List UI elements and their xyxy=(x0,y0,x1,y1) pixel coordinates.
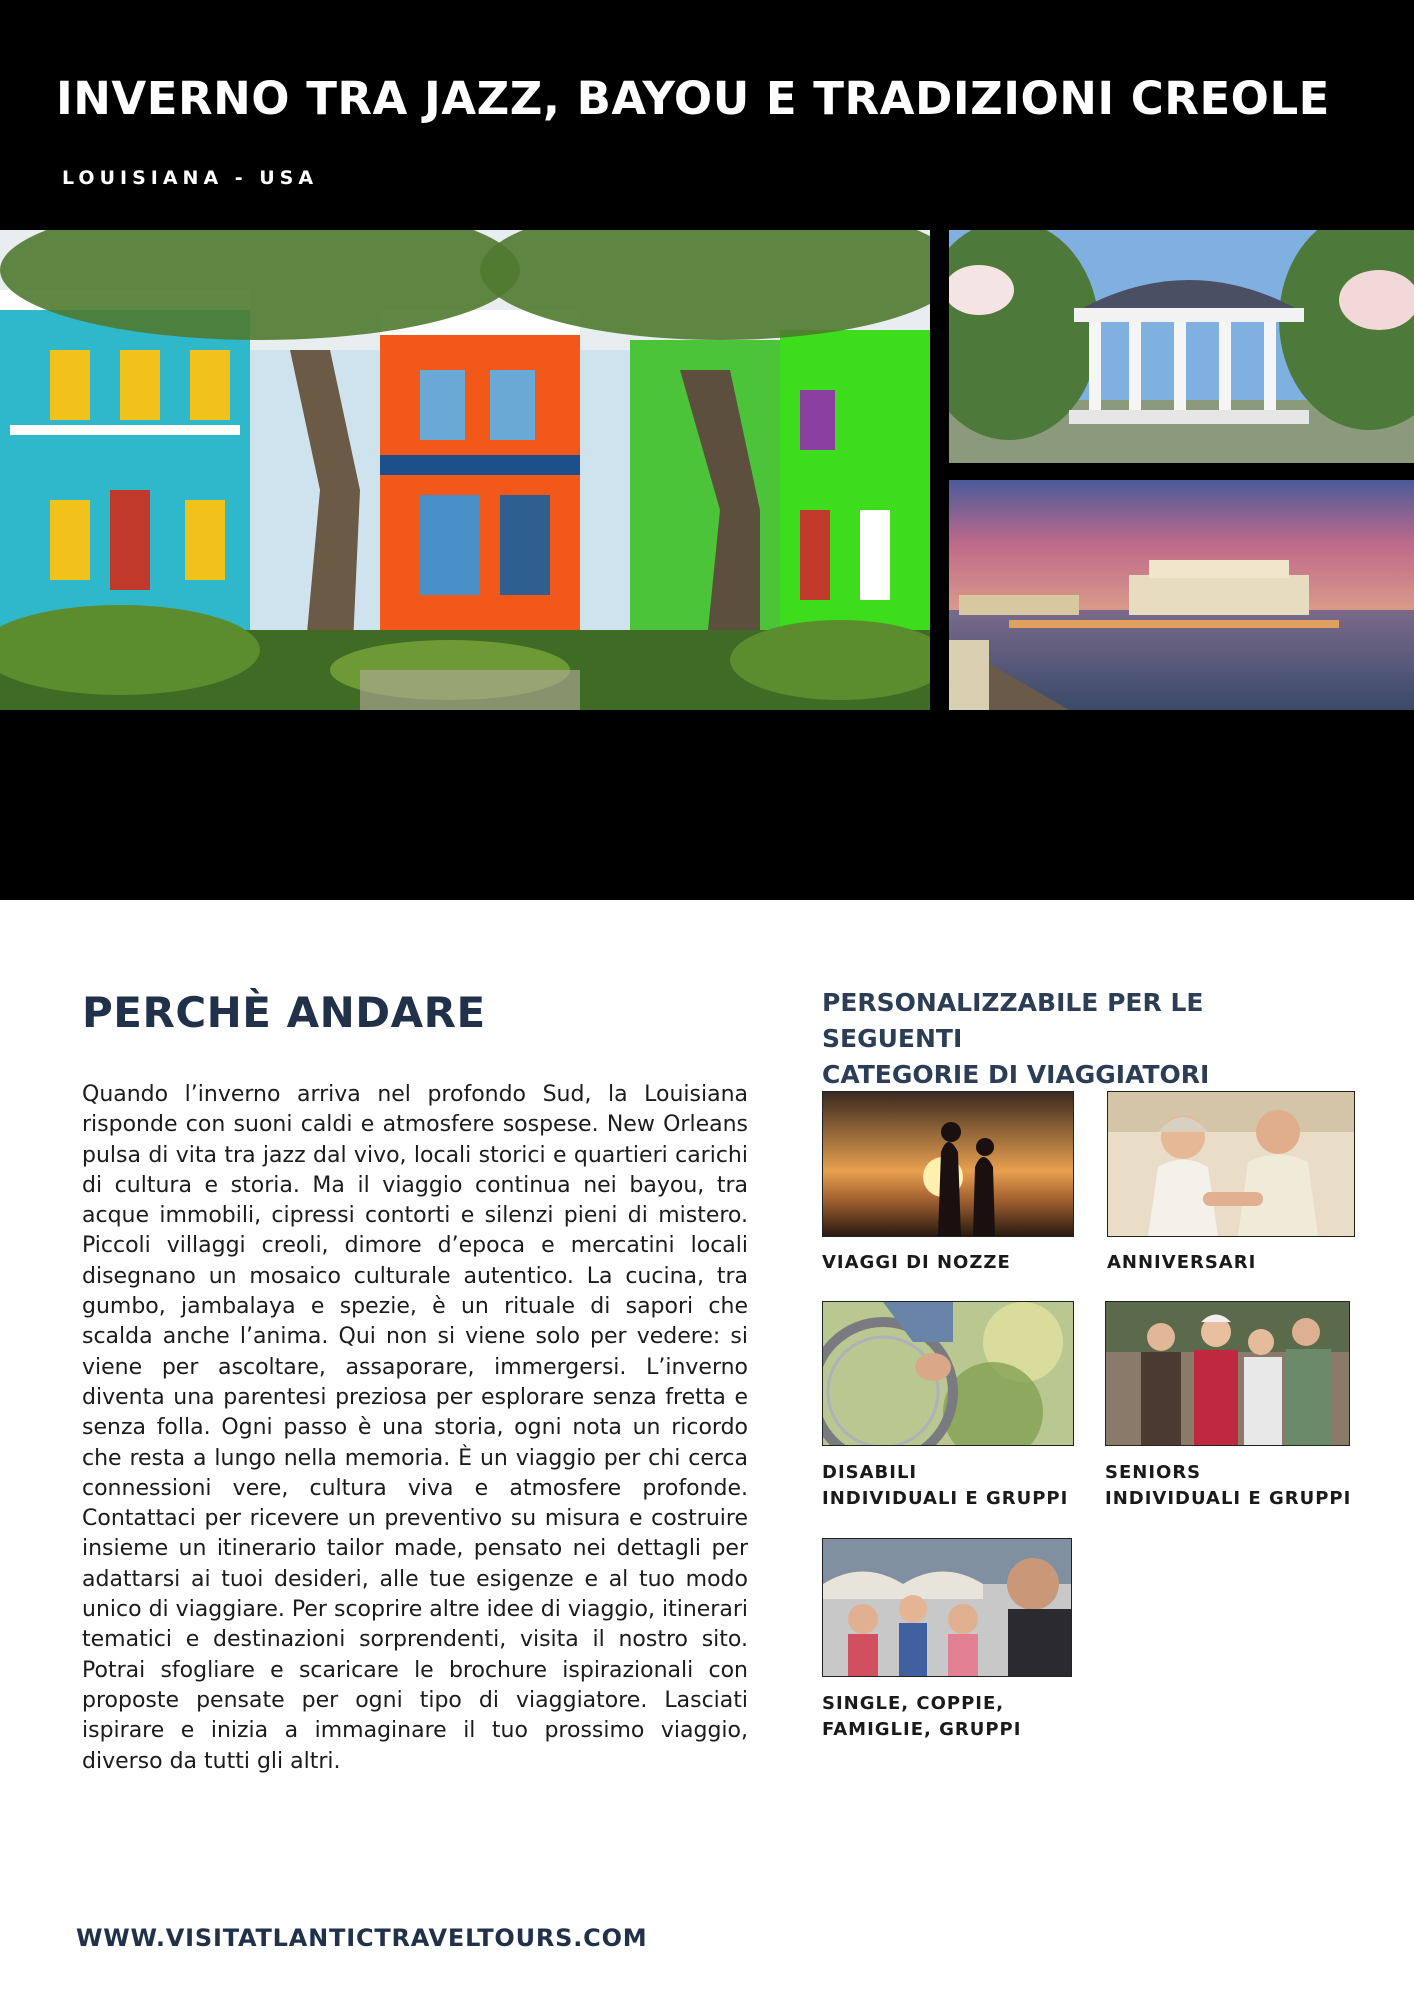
categories-title-line-2: CATEGORIE DI VIAGGIATORI xyxy=(822,1060,1210,1089)
gazebo-park-photo xyxy=(949,230,1414,463)
honeymoon-couple-sunset-photo xyxy=(822,1091,1074,1237)
header-banner xyxy=(0,0,1414,900)
seniors-group-photo xyxy=(1105,1301,1350,1446)
why-go-paragraph: Quando l’inverno arriva nel profondo Sud, la Louisiana risponde con suoni caldi e atmosfere sospese. New Orleans pulsa di vita tra jazz dal vivo, locali storici e quartieri carichi di cultura e storia. Ma il viaggio continua nei bayou, tra acque immobili, cipressi contorti e silenzi pieni di mistero. Piccoli villaggi creoli, dimore d’epoca e mercatini locali disegnano un mosaico culturale autentico. La cucina, tra gumbo, jambalaya e spezie, è un rituale di sapori che scalda anche l’anima. Qui non si viene solo per vedere: si viene per ascoltare, assaporare, immergersi. L’inverno diventa una parentesi preziosa per esplorare senza fretta e senza folla. Ogni passo è una storia, ogni nota un ricordo che resta a lungo nella memoria. È un viaggio per chi cerca connessioni vere, cultura viva e atmosfere profonde. Contattaci per ricevere un preventivo su misura e costruire insieme un itinerario tailor made, pensato nei dettagli per adattarsi ai tuoi desideri, alle tue esigenze e al tuo modo unico di viaggiare. Per scoprire altre idee di viaggio, itinerari tematici e destinazioni sorprendenti, visita il nostro sito. Potrai sfogliare e scaricare le brochure ispirazionali con proposte pensate per ogni tipo di viaggiatore. Lasciati ispirare e inizia a immaginare il tuo prossimo viaggio, diverso da tutti gli altri. xyxy=(82,1082,748,1774)
family-selfie-photo xyxy=(822,1538,1072,1677)
category-label-families: SINGLE, COPPIE, FAMIGLIE, GRUPPI xyxy=(822,1693,1022,1740)
page-subtitle: LOUISIANA - USA xyxy=(62,167,319,189)
category-label-anniversary: ANNIVERSARI xyxy=(1107,1252,1257,1273)
section-title-why-go: PERCHÈ ANDARE xyxy=(82,988,486,1037)
anniversary-couple-photo xyxy=(1107,1091,1355,1237)
section-title-categories xyxy=(822,985,1342,1093)
categories-title-line-1: PERSONALIZZABILE PER LE SEGUENTI xyxy=(822,988,1204,1053)
category-label-honeymoon: VIAGGI DI NOZZE xyxy=(822,1252,1011,1273)
category-label-disabled: DISABILI INDIVIDUALI E GRUPPI xyxy=(822,1462,1069,1509)
colorful-creole-houses-photo xyxy=(0,230,930,710)
wheelchair-photo xyxy=(822,1301,1074,1446)
page-title: INVERNO TRA JAZZ, BAYOU E TRADIZIONI CREOLE xyxy=(56,72,1330,125)
website-link[interactable]: WWW.VISITATLANTICTRAVELTOURS.COM xyxy=(76,1924,648,1952)
category-label-seniors: SENIORS INDIVIDUALI E GRUPPI xyxy=(1105,1462,1352,1509)
riverboat-harbor-photo xyxy=(949,480,1414,710)
